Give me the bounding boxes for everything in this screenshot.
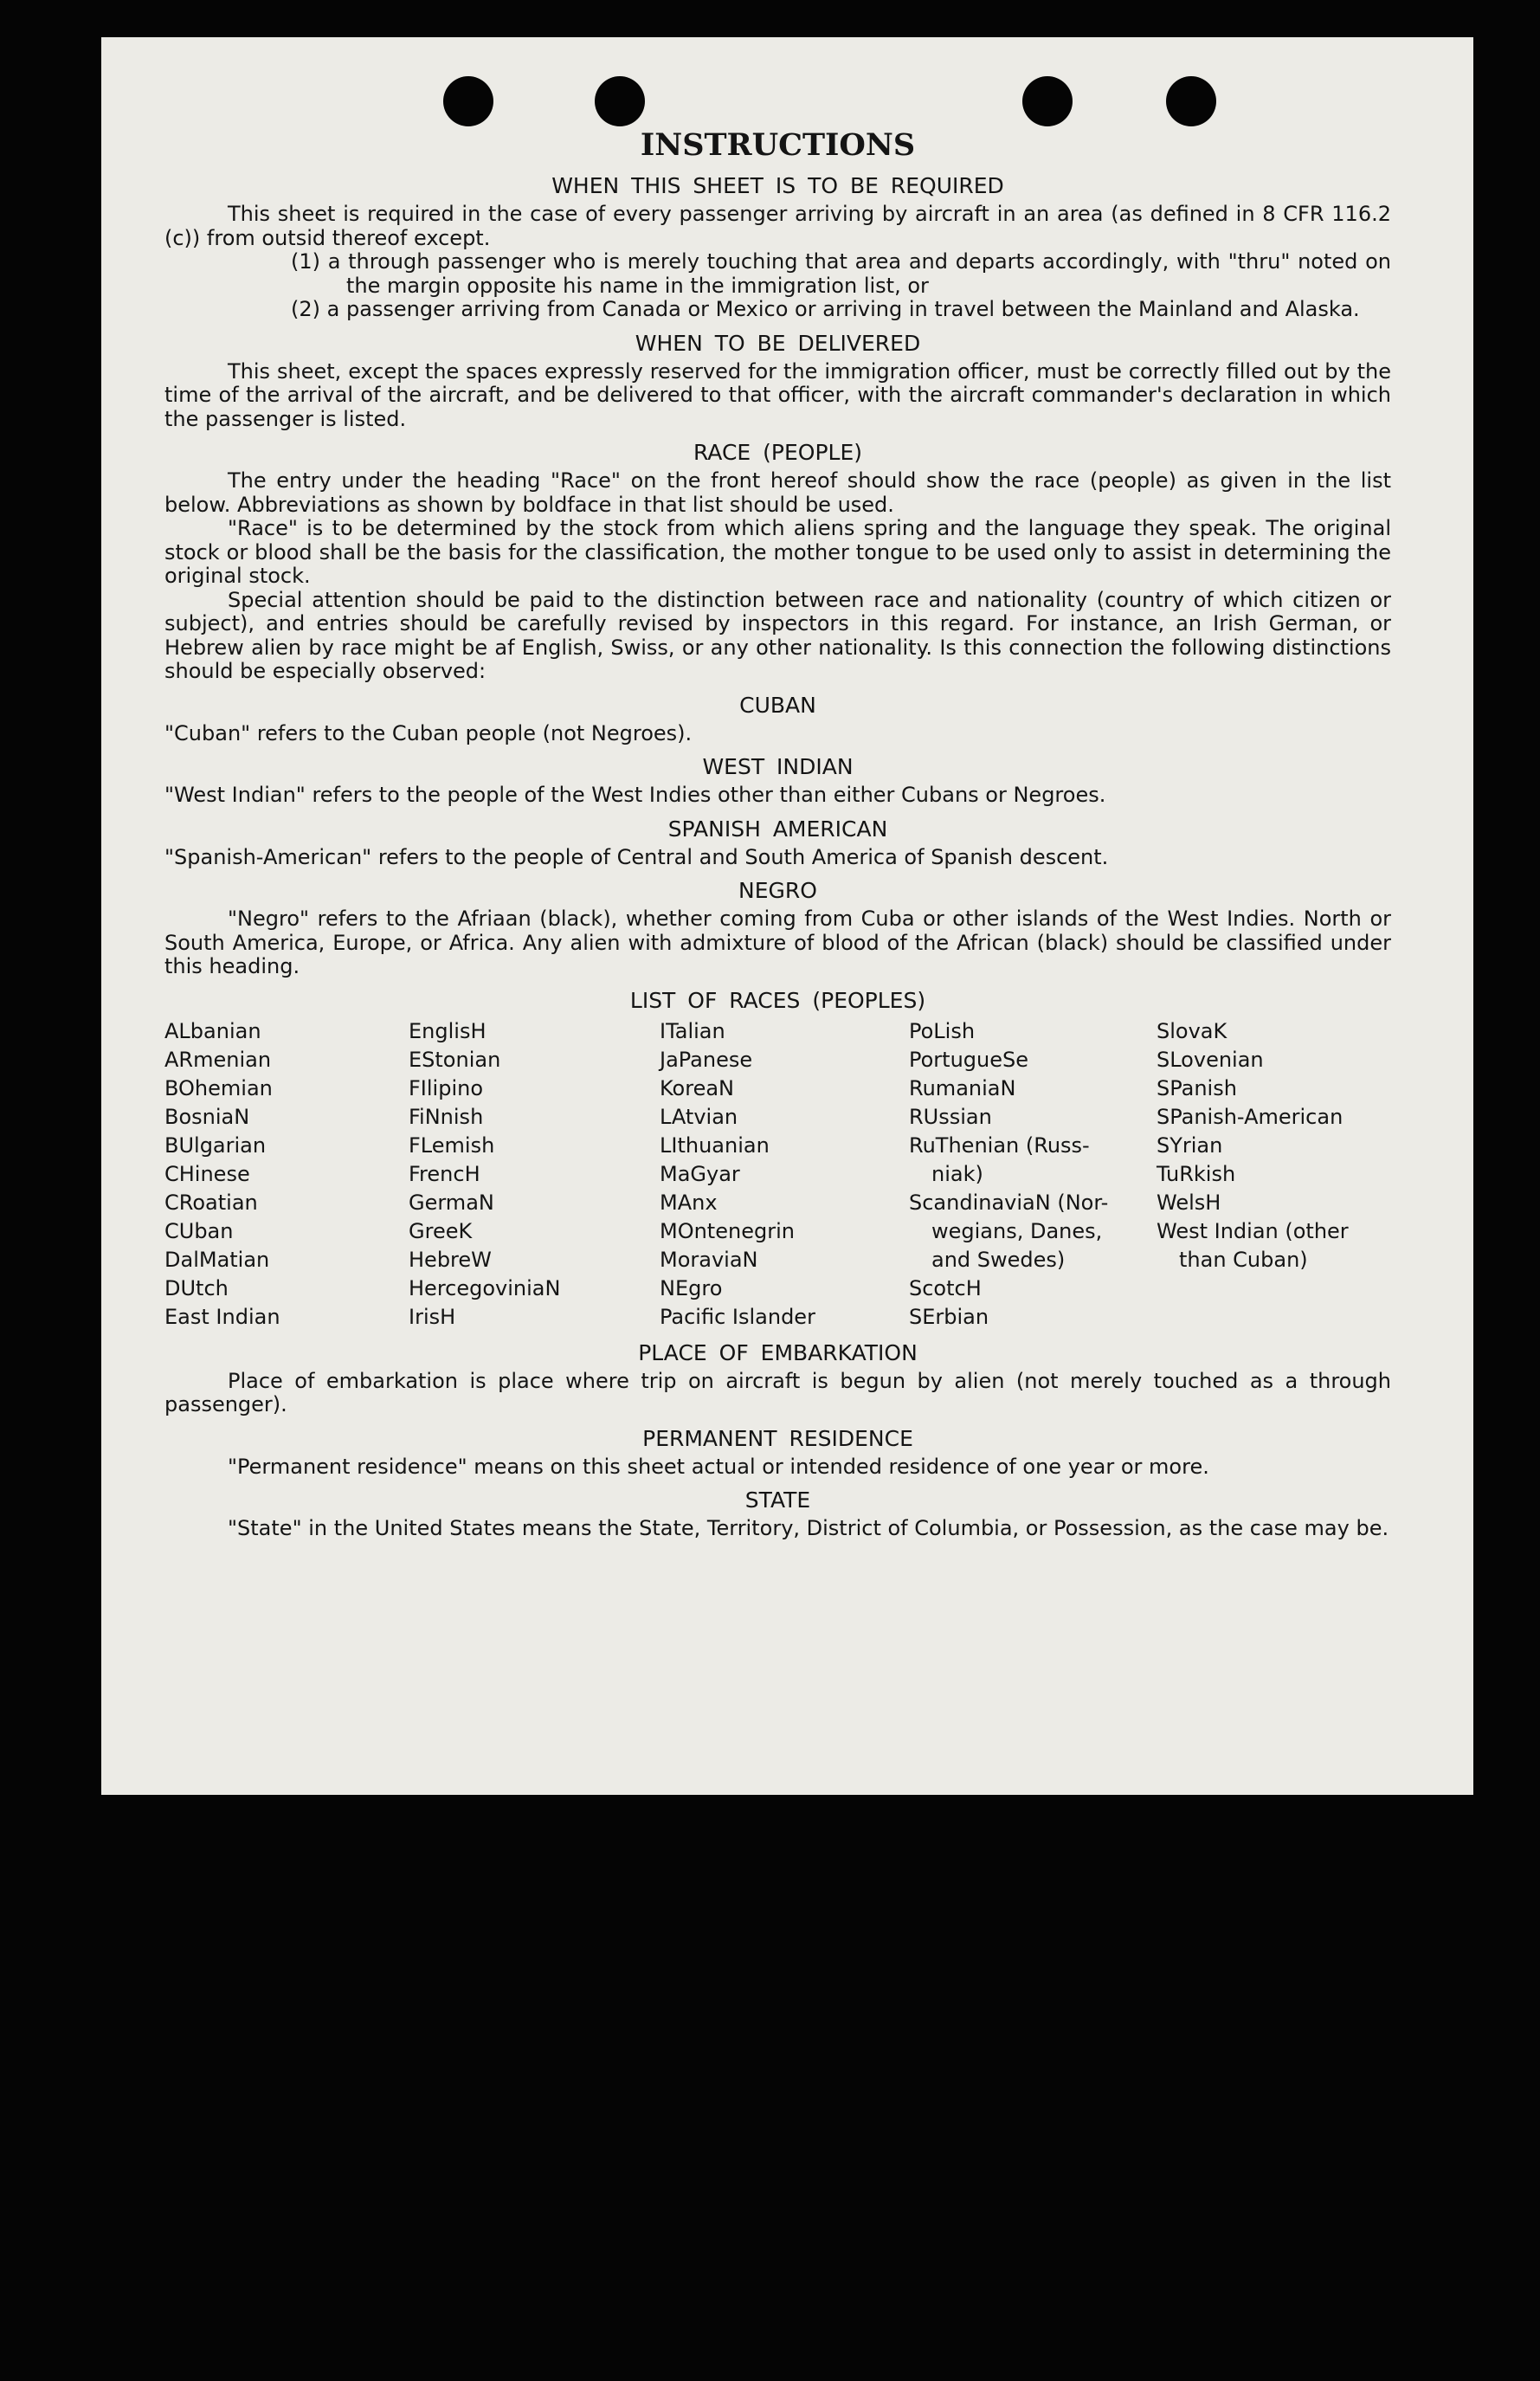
races-column — [164, 1017, 409, 1332]
race-entry: ScandinaviaN (Nor- — [909, 1190, 1109, 1215]
race-entry: CRoatian — [164, 1190, 258, 1215]
race-entry: DalMatian — [164, 1247, 270, 1272]
race-entry: GreeK — [409, 1218, 473, 1243]
race-entry: KoreaN — [660, 1075, 734, 1100]
paragraph: This sheet, except the spaces expressly reserved for the immigration officer, must be correctly filled out by the time of the arrival of the aircraft, and be delivered to that officer, with the aircraft commander's declaration in which the passenger is listed. — [164, 358, 1391, 431]
race-entry: wegians, Danes, — [931, 1218, 1103, 1243]
race-entry: ARmenian — [164, 1047, 272, 1072]
race-entry: LAtvian — [660, 1104, 738, 1129]
races-column — [1157, 1017, 1416, 1332]
race-entry: SPanish — [1157, 1075, 1237, 1100]
sections-before — [164, 173, 1391, 979]
section-heading: PLACE OF EMBARKATION — [638, 1339, 918, 1365]
paragraph: Place of embarkation is place where trip on aircraft is begun by alien (not merely touched as a through passenger). — [164, 1368, 1391, 1416]
section-spanish-american — [164, 816, 1391, 870]
paragraph: "Permanent residence" means on this sheet actual or intended residence of one year or more. — [228, 1454, 1209, 1479]
race-entry: DUtch — [164, 1275, 229, 1300]
race-entry: JaPanese — [660, 1047, 753, 1072]
section-heading: WHEN TO BE DELIVERED — [635, 330, 921, 356]
section-heading: SPANISH AMERICAN — [667, 816, 888, 842]
race-entry: EnglisH — [409, 1018, 486, 1043]
section-delivered — [164, 331, 1391, 432]
paragraph: Special attention should be paid to the distinction between race and nationality (country of which citizen or subject), and entries should be carefully revised by inspectors in this regard. For instance, an Irish German, or Hebrew alien by race might be af English, Swiss, or any other nationality. Is this connection the following distinctions should be especially observed: — [164, 587, 1391, 683]
race-entry: SLovenian — [1157, 1047, 1264, 1072]
section-embarkation — [164, 1340, 1391, 1417]
race-entry: RumaniaN — [909, 1075, 1016, 1100]
race-entry: ScotcH — [909, 1275, 982, 1300]
race-entry: FLemish — [409, 1132, 495, 1158]
races-list — [164, 1017, 1391, 1332]
race-entry: SlovaK — [1157, 1018, 1227, 1043]
paragraph: "West Indian" refers to the people of the West Indies other than either Cubans or Negroes. — [164, 783, 1106, 807]
section-heading: PERMANENT RESIDENCE — [642, 1425, 913, 1451]
page-title: INSTRUCTIONS — [640, 127, 916, 163]
race-entry: ITalian — [660, 1018, 725, 1043]
race-entry: NEgro — [660, 1275, 723, 1300]
paragraph: "Cuban" refers to the Cuban people (not Negroes). — [164, 720, 693, 745]
race-entry: FIlipino — [409, 1075, 484, 1100]
paragraph: The entry under the heading "Race" on the front hereof should show the race (people) as given in the list below. Abbreviations as shown by boldface in that list should be used. — [164, 468, 1391, 517]
race-entry: PoLish — [909, 1018, 976, 1043]
race-entry: CUban — [164, 1218, 234, 1243]
punch-hole-4 — [1166, 76, 1216, 126]
race-entry: PortugueSe — [909, 1047, 1028, 1072]
race-entry: niak) — [931, 1161, 983, 1186]
punch-hole-1 — [443, 76, 493, 126]
section-heading: WEST INDIAN — [702, 754, 854, 779]
section-heading: STATE — [744, 1487, 811, 1513]
races-column — [660, 1017, 909, 1332]
race-entry: than Cuban) — [1179, 1247, 1308, 1272]
punch-hole-3 — [1022, 76, 1073, 126]
section-heading: WHEN THIS SHEET IS TO BE REQUIRED — [551, 173, 1004, 198]
race-entry: BosniaN — [164, 1104, 250, 1129]
section-state — [164, 1487, 1391, 1541]
race-entry: and Swedes) — [931, 1247, 1066, 1272]
section-cuban — [164, 693, 1391, 746]
race-entry: ALbanian — [164, 1018, 261, 1043]
race-entry: LIthuanian — [660, 1132, 770, 1158]
race-entry: BUlgarian — [164, 1132, 267, 1158]
section-race — [164, 440, 1391, 684]
race-entry: SErbian — [909, 1304, 989, 1329]
paragraph: "Negro" refers to the Afriaan (black), whether coming from Cuba or other islands of the West Indies. North or South America, Europe, or Africa. Any alien with admixture of blood of the African (black) should be classified under this heading. — [164, 907, 1391, 978]
paragraph: "Spanish-American" refers to the people of Central and South America of Spanish descent. — [164, 844, 1109, 869]
race-entry: EStonian — [409, 1047, 501, 1072]
race-entry: SYrian — [1157, 1132, 1223, 1158]
section-negro — [164, 878, 1391, 979]
race-entry: RuThenian (Russ- — [909, 1132, 1090, 1158]
race-entry: MoraviaN — [660, 1247, 758, 1272]
sheet-content — [164, 126, 1391, 1541]
races-column — [909, 1017, 1157, 1332]
list-item: (2) a passenger arriving from Canada or Mexico or arriving in travel between the Mainland and Alaska. — [291, 297, 1360, 321]
race-entry: FrencH — [409, 1161, 480, 1186]
paragraph: This sheet is required in the case of every passenger arriving by aircraft in an area (as defined in 8 CFR 116.2 (c)) from outsid thereof except. — [164, 202, 1391, 250]
races-heading: LIST OF RACES (PEOPLES) — [629, 987, 926, 1013]
race-entry: MOntenegrin — [660, 1218, 795, 1243]
race-entry: BOhemian — [164, 1075, 273, 1100]
races-column — [409, 1017, 660, 1332]
section-required — [164, 173, 1391, 322]
race-entry: HebreW — [409, 1247, 492, 1272]
race-entry: East Indian — [164, 1304, 280, 1329]
punch-hole-2 — [595, 76, 645, 126]
race-entry: TuRkish — [1157, 1161, 1236, 1186]
section-residence — [164, 1426, 1391, 1480]
sections-after — [164, 1340, 1391, 1541]
section-heading: NEGRO — [738, 878, 817, 903]
section-heading: RACE (PEOPLE) — [693, 440, 863, 465]
race-entry: IrisH — [409, 1304, 456, 1329]
instruction-sheet — [101, 37, 1473, 1795]
race-entry: RUssian — [909, 1104, 992, 1129]
race-entry: MAnx — [660, 1190, 718, 1215]
race-entry: FiNnish — [409, 1104, 484, 1129]
list-item: (1) a through passenger who is merely touching that area and departs accordingly, with "thru" noted on the margin opposite his name in the immigration list, or — [291, 249, 1391, 298]
race-entry: HercegoviniaN — [409, 1275, 561, 1300]
race-entry: MaGyar — [660, 1161, 740, 1186]
section-heading: CUBAN — [739, 692, 816, 718]
race-entry: WelsH — [1157, 1190, 1221, 1215]
race-entry: GermaN — [409, 1190, 494, 1215]
race-entry: CHinese — [164, 1161, 250, 1186]
race-entry: West Indian (other — [1157, 1218, 1349, 1243]
paragraph: "State" in the United States means the State, Territory, District of Columbia, or Possession, as the case may be. — [228, 1516, 1389, 1540]
race-entry: Pacific Islander — [660, 1304, 815, 1329]
paragraph: "Race" is to be determined by the stock from which aliens spring and the language they speak. The original stock or blood shall be the basis for the classification, the mother tongue to be used only to assist in determining the original stock. — [164, 516, 1391, 588]
section-west-indian — [164, 754, 1391, 808]
race-entry: SPanish-American — [1157, 1104, 1343, 1129]
